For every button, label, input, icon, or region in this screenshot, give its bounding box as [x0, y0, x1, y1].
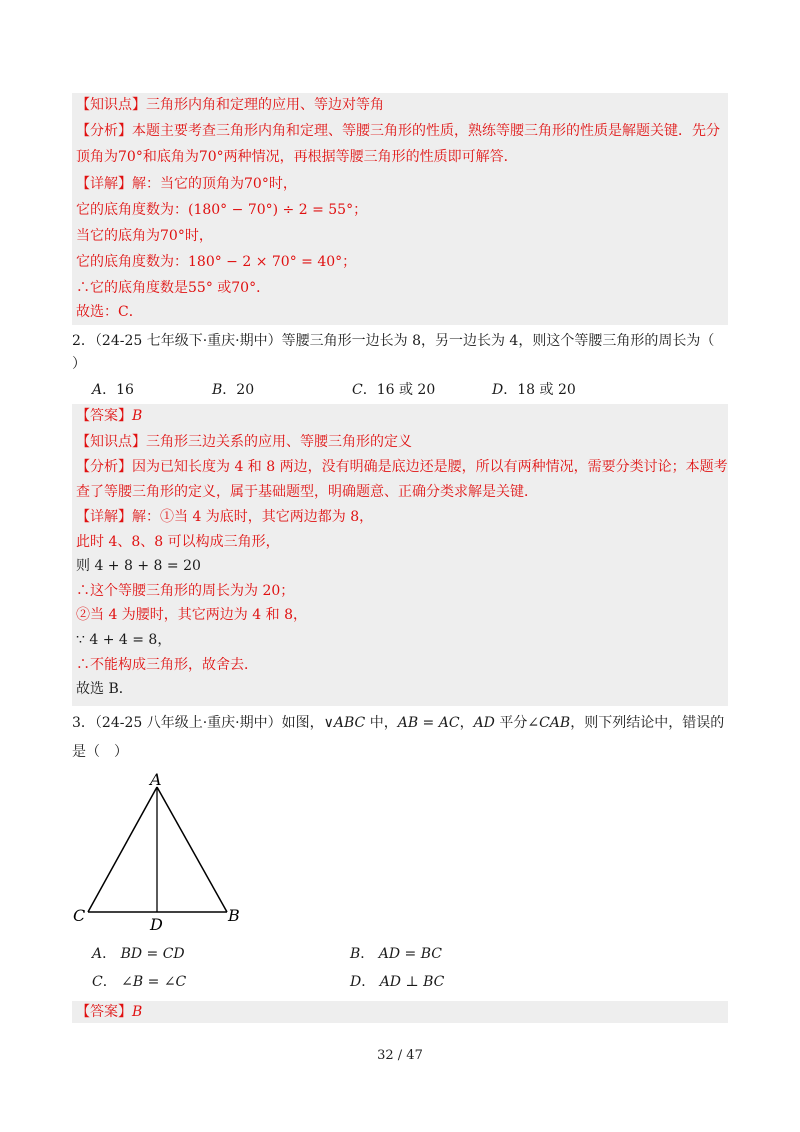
detail-line-2: 它的底角度数为：(180° − 70°) ÷ 2 = 55°； — [76, 202, 368, 218]
q3-option-a: A． BD = CD — [92, 946, 185, 962]
q3-option-c: C． ∠B = ∠C — [92, 974, 187, 990]
triangle-figure — [70, 772, 250, 932]
detail-line-2: 此时 4、8、8 可以构成三角形， — [76, 534, 280, 550]
solution-block-q2 — [72, 404, 728, 706]
detail-line-7: ∴不能构成三角形，故舍去． — [76, 657, 258, 673]
analysis-text-1: 本题主要考查三角形内角和定理、等腰三角形的性质，熟练等腰三角形的性质是解题关键．先分 — [132, 123, 720, 139]
detail-line-8: 故选 B． — [76, 681, 133, 697]
analysis-line-2: 查了等腰三角形的定义，属于基础题型，明确题意、正确分类求解是关键． — [76, 484, 538, 500]
answer-line — [76, 406, 142, 426]
vertex-label-d: D — [150, 915, 163, 932]
q3-option-d: D． AD ⊥ BC — [350, 974, 445, 990]
vertex-label-c: C — [73, 906, 86, 925]
q2-stem-line-1: 2．（24-25 七年级下·重庆·期中）等腰三角形一边长为 8，另一边长为 4，则这个等腰三角形的周长为（ — [72, 333, 715, 349]
knowledge-tag: 【知识点】 — [76, 97, 146, 113]
answer-tag: 【答案】 — [76, 408, 132, 424]
q2-option-a: A．16 — [92, 382, 134, 398]
q3-option-b: B． AD = BC — [350, 946, 442, 962]
q3-stem-line-2: 是（ ） — [72, 744, 128, 760]
detail-line-1 — [76, 174, 297, 194]
side-ab — [157, 787, 227, 912]
eq-ab-ac: AB = AC — [397, 715, 460, 731]
detail-line-5: ∴它的底角度数是55° 或70°． — [76, 280, 271, 296]
side-ac — [88, 787, 157, 912]
detail-line-3: 则 4 + 8 + 8 = 20 — [76, 558, 201, 574]
q3-stem-line-1: 3．（24-25 八年级上·重庆·期中）如图，∨ABC 中，AB = AC，AD 平分∠CAB，则下列结论中，错误的 — [72, 715, 725, 731]
knowledge-text: 三角形内角和定理的应用、等边对等角 — [146, 97, 384, 113]
q2-option-d: D．18 或 20 — [492, 382, 576, 398]
vertex-label-b: B — [228, 906, 240, 925]
page-number: 32 / 47 — [377, 1048, 423, 1063]
ad-symbol: AD — [473, 715, 495, 731]
detail-line-1: 【详解】解：①当 4 为底时，其它两边都为 8， — [76, 509, 374, 525]
detail-line-6: ∵ 4 + 4 = 8， — [76, 632, 172, 648]
analysis-tag: 【分析】 — [76, 123, 132, 139]
angle-cab: ∠CAB — [527, 715, 571, 731]
detail-line-3: 当它的底角为70°时， — [76, 228, 213, 244]
triangle-abc: ∨ABC — [323, 715, 366, 731]
q2-option-b: B．20 — [212, 382, 255, 398]
analysis-line-1 — [76, 121, 720, 141]
detail-line-6: 故选：C． — [76, 304, 143, 320]
knowledge-point-line — [76, 95, 384, 115]
answer-value: B — [132, 408, 143, 424]
analysis-line-2: 顶角为70°和底角为70°两种情况，再根据等腰三角形的性质即可解答． — [76, 149, 518, 165]
solution-block-q1 — [72, 93, 728, 325]
q2-option-c: C．16 或 20 — [352, 382, 436, 398]
detail-text-1: 解：当它的顶角为70°时， — [132, 176, 297, 192]
knowledge-point-line: 【知识点】三角形三边关系的应用、等腰三角形的定义 — [76, 434, 412, 450]
analysis-line-1: 【分析】因为已知长度为 4 和 8 两边，没有明确是底边还是腰，所以有两种情况，需要分类讨论；本题考 — [76, 459, 728, 475]
vertex-label-a: A — [150, 772, 162, 789]
detail-line-4: 它的底角度数为：180° − 2 × 70° = 40°； — [76, 254, 357, 270]
solution-block-q3 — [72, 1001, 728, 1023]
q2-stem-line-2: ） — [72, 356, 86, 372]
detail-tag: 【详解】 — [76, 176, 132, 192]
answer-line: 【答案】B — [76, 1004, 143, 1020]
detail-line-5: ②当 4 为腰时，其它两边为 4 和 8， — [76, 607, 307, 623]
detail-line-4: ∴这个等腰三角形的周长为为 20； — [76, 583, 295, 599]
